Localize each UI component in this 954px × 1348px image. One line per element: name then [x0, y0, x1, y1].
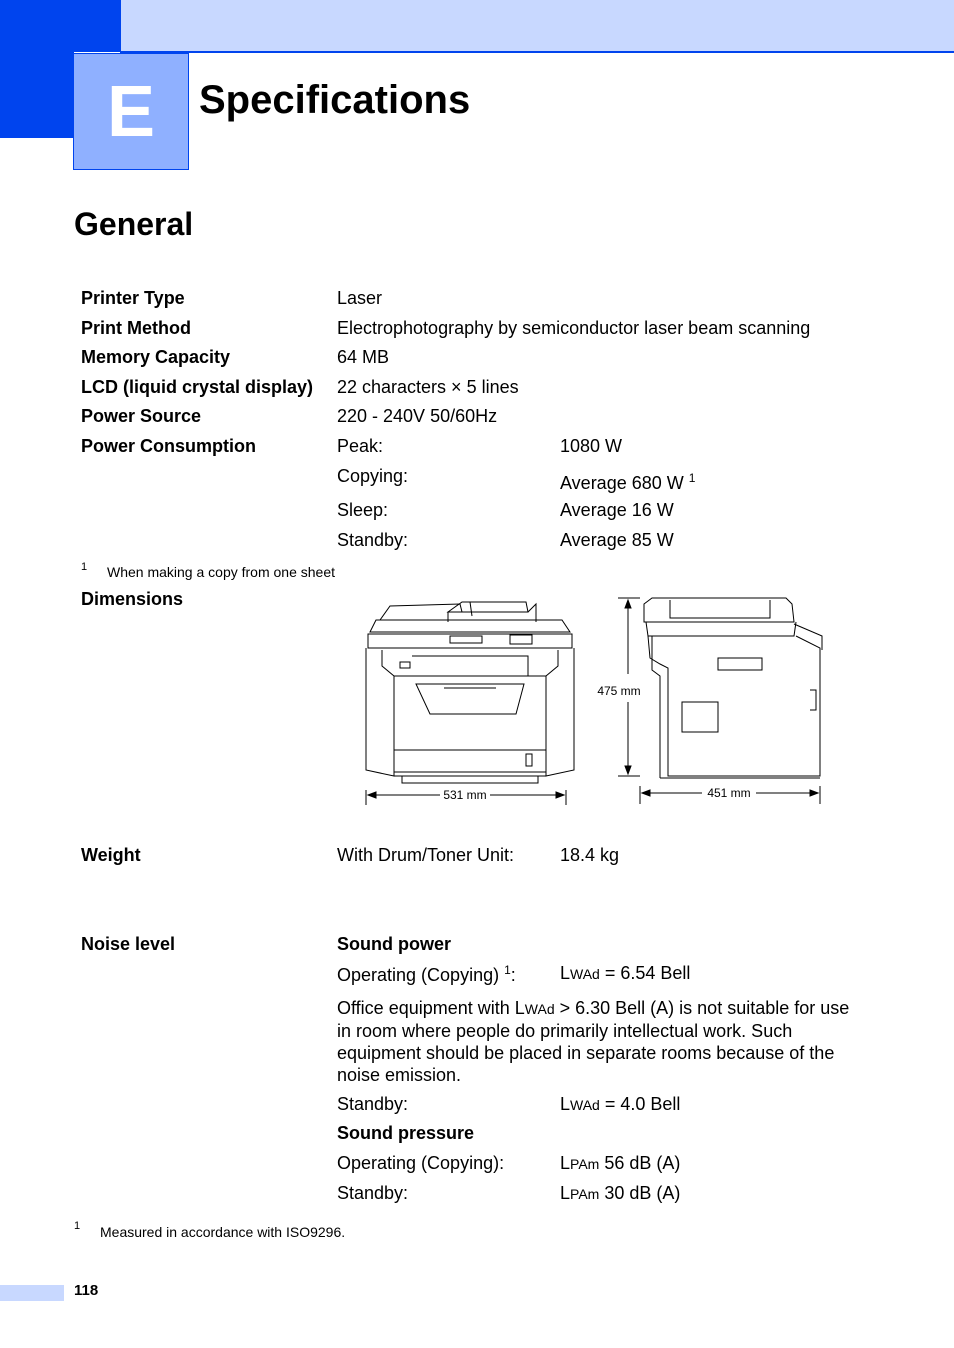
power-peak-value: 1080 W — [560, 436, 623, 456]
footnote-2-mark: 1 — [74, 1220, 81, 1232]
sound-power-standby-label: Standby: — [337, 1094, 409, 1114]
weight-value: 18.4 kg — [560, 845, 620, 865]
dimensions-diagram — [350, 590, 840, 815]
standby-sub: WAd — [570, 1097, 600, 1113]
power-source-label: Power Source — [81, 406, 202, 426]
sound-power-operating-number: = 6.54 Bell — [599, 963, 691, 983]
sound-pressure-operating-value — [560, 1153, 680, 1174]
lwad-symbol-l: L — [560, 963, 571, 983]
note-sub: WAd — [524, 1001, 555, 1017]
note-after: > 6.30 Bell (A) is not suitable for use in room where people do primarily intellectual work. Such equipment should be placed in separate rooms because of the noise emission. — [337, 998, 850, 1085]
sound-power-operating-label — [337, 963, 516, 986]
power-source-value: 220 - 240V 50/60Hz — [337, 406, 498, 426]
sound-power-heading: Sound power — [337, 934, 451, 954]
power-copying-footnote-ref: 1 — [688, 471, 696, 485]
height-label: 475 mm — [597, 684, 641, 698]
dimensions-label: Dimensions — [81, 589, 184, 609]
sound-pressure-heading: Sound pressure — [337, 1123, 475, 1143]
footnote-2-text: Measured in accordance with ISO9296. — [100, 1224, 346, 1240]
printer-type-label: Printer Type — [81, 288, 185, 308]
printer-type-value: Laser — [337, 288, 383, 308]
lpam-sub: PAm — [570, 1156, 600, 1172]
depth-label: 451 mm — [707, 786, 751, 800]
lpam-standby-l: L — [560, 1183, 571, 1203]
lcd-value: 22 characters × 5 lines — [337, 377, 519, 397]
lcd-label: LCD (liquid crystal display) — [81, 377, 314, 397]
sound-power-operating-colon: : — [510, 965, 516, 985]
weight-label: Weight — [81, 845, 141, 865]
lpam-standby-sub: PAm — [570, 1186, 600, 1202]
sound-pressure-operating-label: Operating (Copying): — [337, 1153, 505, 1173]
power-standby-value: Average 85 W — [560, 530, 674, 550]
sound-pressure-standby-label: Standby: — [337, 1183, 409, 1203]
memory-value: 64 MB — [337, 347, 390, 367]
standby-l: L — [560, 1094, 571, 1114]
lpam-operating-number: 56 dB (A) — [599, 1153, 681, 1173]
section-title: General — [74, 206, 194, 242]
print-method-label: Print Method — [81, 318, 191, 338]
chapter-letter: E — [73, 53, 189, 170]
header-corner-block — [0, 0, 121, 52]
width-label: 531 mm — [443, 788, 487, 802]
power-sleep-value: Average 16 W — [560, 500, 674, 520]
note-before: Office equipment with L — [337, 998, 525, 1018]
power-copying-mode: Copying: — [337, 466, 409, 486]
power-copying-value-wrap — [560, 471, 695, 494]
power-peak-mode: Peak: — [337, 436, 384, 456]
header-band — [0, 0, 954, 52]
footnote-1-mark: 1 — [81, 561, 88, 573]
lwad-symbol-sub: WAd — [570, 966, 600, 982]
chapter-title: Specifications — [199, 78, 471, 122]
standby-number: = 4.0 Bell — [599, 1094, 681, 1114]
lpam-standby-number: 30 dB (A) — [599, 1183, 681, 1203]
noise-label: Noise level — [81, 934, 176, 954]
footnote-1-text: When making a copy from one sheet — [107, 564, 336, 580]
sound-power-footnote-ref: 1 — [504, 963, 511, 977]
memory-label: Memory Capacity — [81, 347, 231, 367]
header-side-block — [0, 52, 74, 138]
power-copying-value: Average 680 W — [560, 473, 684, 493]
sound-power-note — [337, 997, 857, 1086]
power-consumption-label: Power Consumption — [81, 436, 256, 456]
weight-mode: With Drum/Toner Unit: — [337, 845, 515, 865]
print-method-value: Electrophotography by semiconductor laser beam scanning — [337, 318, 811, 338]
sound-power-operating-value — [560, 963, 690, 984]
front-view-drawing — [366, 602, 574, 783]
power-standby-mode: Standby: — [337, 530, 409, 550]
page-number: 118 — [74, 1282, 99, 1299]
sound-pressure-standby-value — [560, 1183, 680, 1204]
lpam-l: L — [560, 1153, 571, 1173]
sound-power-operating-text: Operating (Copying) — [337, 965, 500, 985]
power-sleep-mode: Sleep: — [337, 500, 389, 520]
sound-power-standby-value — [560, 1094, 680, 1115]
header-rule — [120, 51, 954, 53]
side-view-drawing — [644, 598, 822, 778]
page-tab — [0, 1285, 64, 1301]
